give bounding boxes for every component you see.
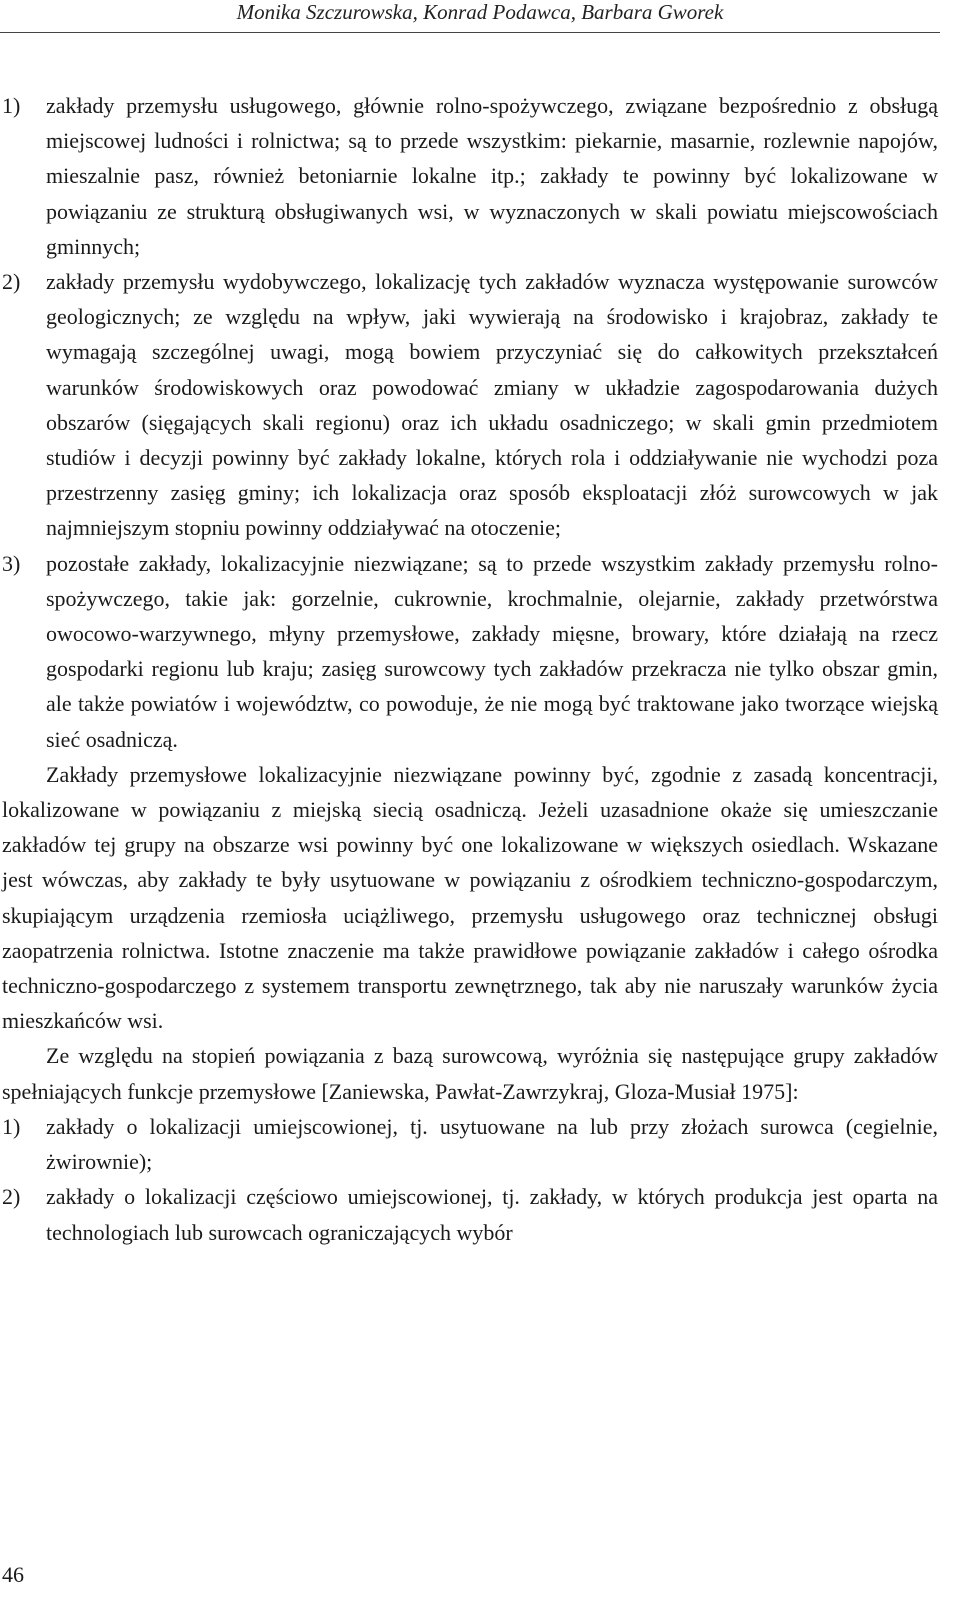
page-body [2,88,938,1250]
header-rule [0,32,940,33]
list-item-number: 2) [2,269,21,295]
running-head: Monika Szczurowska, Konrad Podawca, Barbara Gworek [236,0,724,24]
page-number: 46 [2,1562,24,1587]
list-item-text: zakłady o lokalizacji częściowo umiejscowionej, tj. zakłady, w których produkcja jest oparta na technologiach lub surowcach ograniczających wybór [46,1184,938,1245]
list-item-text: pozostałe zakłady, lokalizacyjnie niezwiązane; są to przede wszystkim zakłady przemysłu rolno-spożywczego, takie jak: gorzelnie, cukrownie, krochmalnie, olejarnie, zakłady przetwórstwa owocowo-warzywnego, młyny przemysłowe, zakłady mięsne, browary, które działają na rzecz gospodarki regionu lub kraju; zasięg surowcowy tych zakładów przekracza nie tylko obszar gmin, ale także powiatów i województw, co powoduje, że nie mogą być traktowane jako tworzące wiejską sieć osadniczą. [46,550,938,752]
list-item-text: zakłady o lokalizacji umiejscowionej, tj. usytuowane na lub przy złożach surowca (cegielnie, żwirownie); [46,1113,938,1175]
list1-item-1 [2,88,938,264]
paragraph-industrial-location: Zakłady przemysłowe lokalizacyjnie niezwiązane powinny być, zgodnie z zasadą koncentracji, lokalizowane w powiązaniu z miejską siecią osadniczą. Jeżeli uzasadnione okaże się umieszczanie zakładów tej grupy na obszarze wsi powinny być one lokalizowane w większych osiedlach. Wskazane jest wówczas, aby zakłady te były usytuowane w powiązaniu z ośrodkiem techniczno-gospodarczym, skupiającym urządzenia rzemiosła uciążliwego, przemysłu usługowego oraz technicznej obsługi zaopatrzenia rolnictwa. Istotne znaczenie ma także prawidłowe powiązanie zakładów i całego ośrodka techniczno-gospodarczego z systemem transportu zewnętrznego, tak aby nie naruszały warunków życia mieszkańców wsi. [2,761,938,1034]
list1-item-2 [2,264,938,546]
list-item-number: 2) [2,1184,21,1210]
list-item-number: 3) [2,550,21,576]
list2-item-1 [2,1109,938,1179]
list2-item-2 [2,1179,938,1249]
list-item-number: 1) [2,93,21,118]
paragraph-raw-material-groups: Ze względu na stopień powiązania z bazą surowcową, wyróżnia się następujące grupy zakładów spełniających funkcje przemysłowe [Zaniewska, Pawłat-Zawrzykraj, Gloza-Musiał 1975]: [2,1043,938,1104]
list-item-text: zakłady przemysłu wydobywczego, lokalizację tych zakładów wyznacza występowanie surowców geologicznych; ze względu na wpływ, jaki wywierają na środowisko i krajobraz, zakłady te wymagają szczególnej uwagi, mogą bowiem przyczyniać się do całkowitych przekształceń warunków środowiskowych oraz powodować zmiany w układzie zagospodarowania dużych obszarów (sięgających skali regionu) oraz ich układu osadniczego; w skali gmin przedmiotem studiów i decyzji powinny być zakłady lokalne, których rola i oddziaływanie nie wychodzi poza przestrzenny zasięg gminy; ich lokalizacja oraz sposób eksploatacji złóż surowcowych w jak najmniejszym stopniu powinny oddziaływać na otoczenie; [46,269,938,541]
list-item-text: zakłady przemysłu usługowego, głównie rolno-spożywczego, związane bezpośrednio z obsługą miejscowej ludności i rolnictwa; są to przede wszystkim: piekarnie, masarnie, rozlewnie napojów, mieszalnie pasz, również betoniarnie lokalne itp.; zakłady te powinny być lokalizowane w powiązaniu ze strukturą obsługiwanych wsi, w wyznaczonych w skali powiatu miejscowościach gminnych; [46,93,938,259]
list-item-number: 1) [2,1113,21,1139]
list1-item-3 [2,546,938,757]
